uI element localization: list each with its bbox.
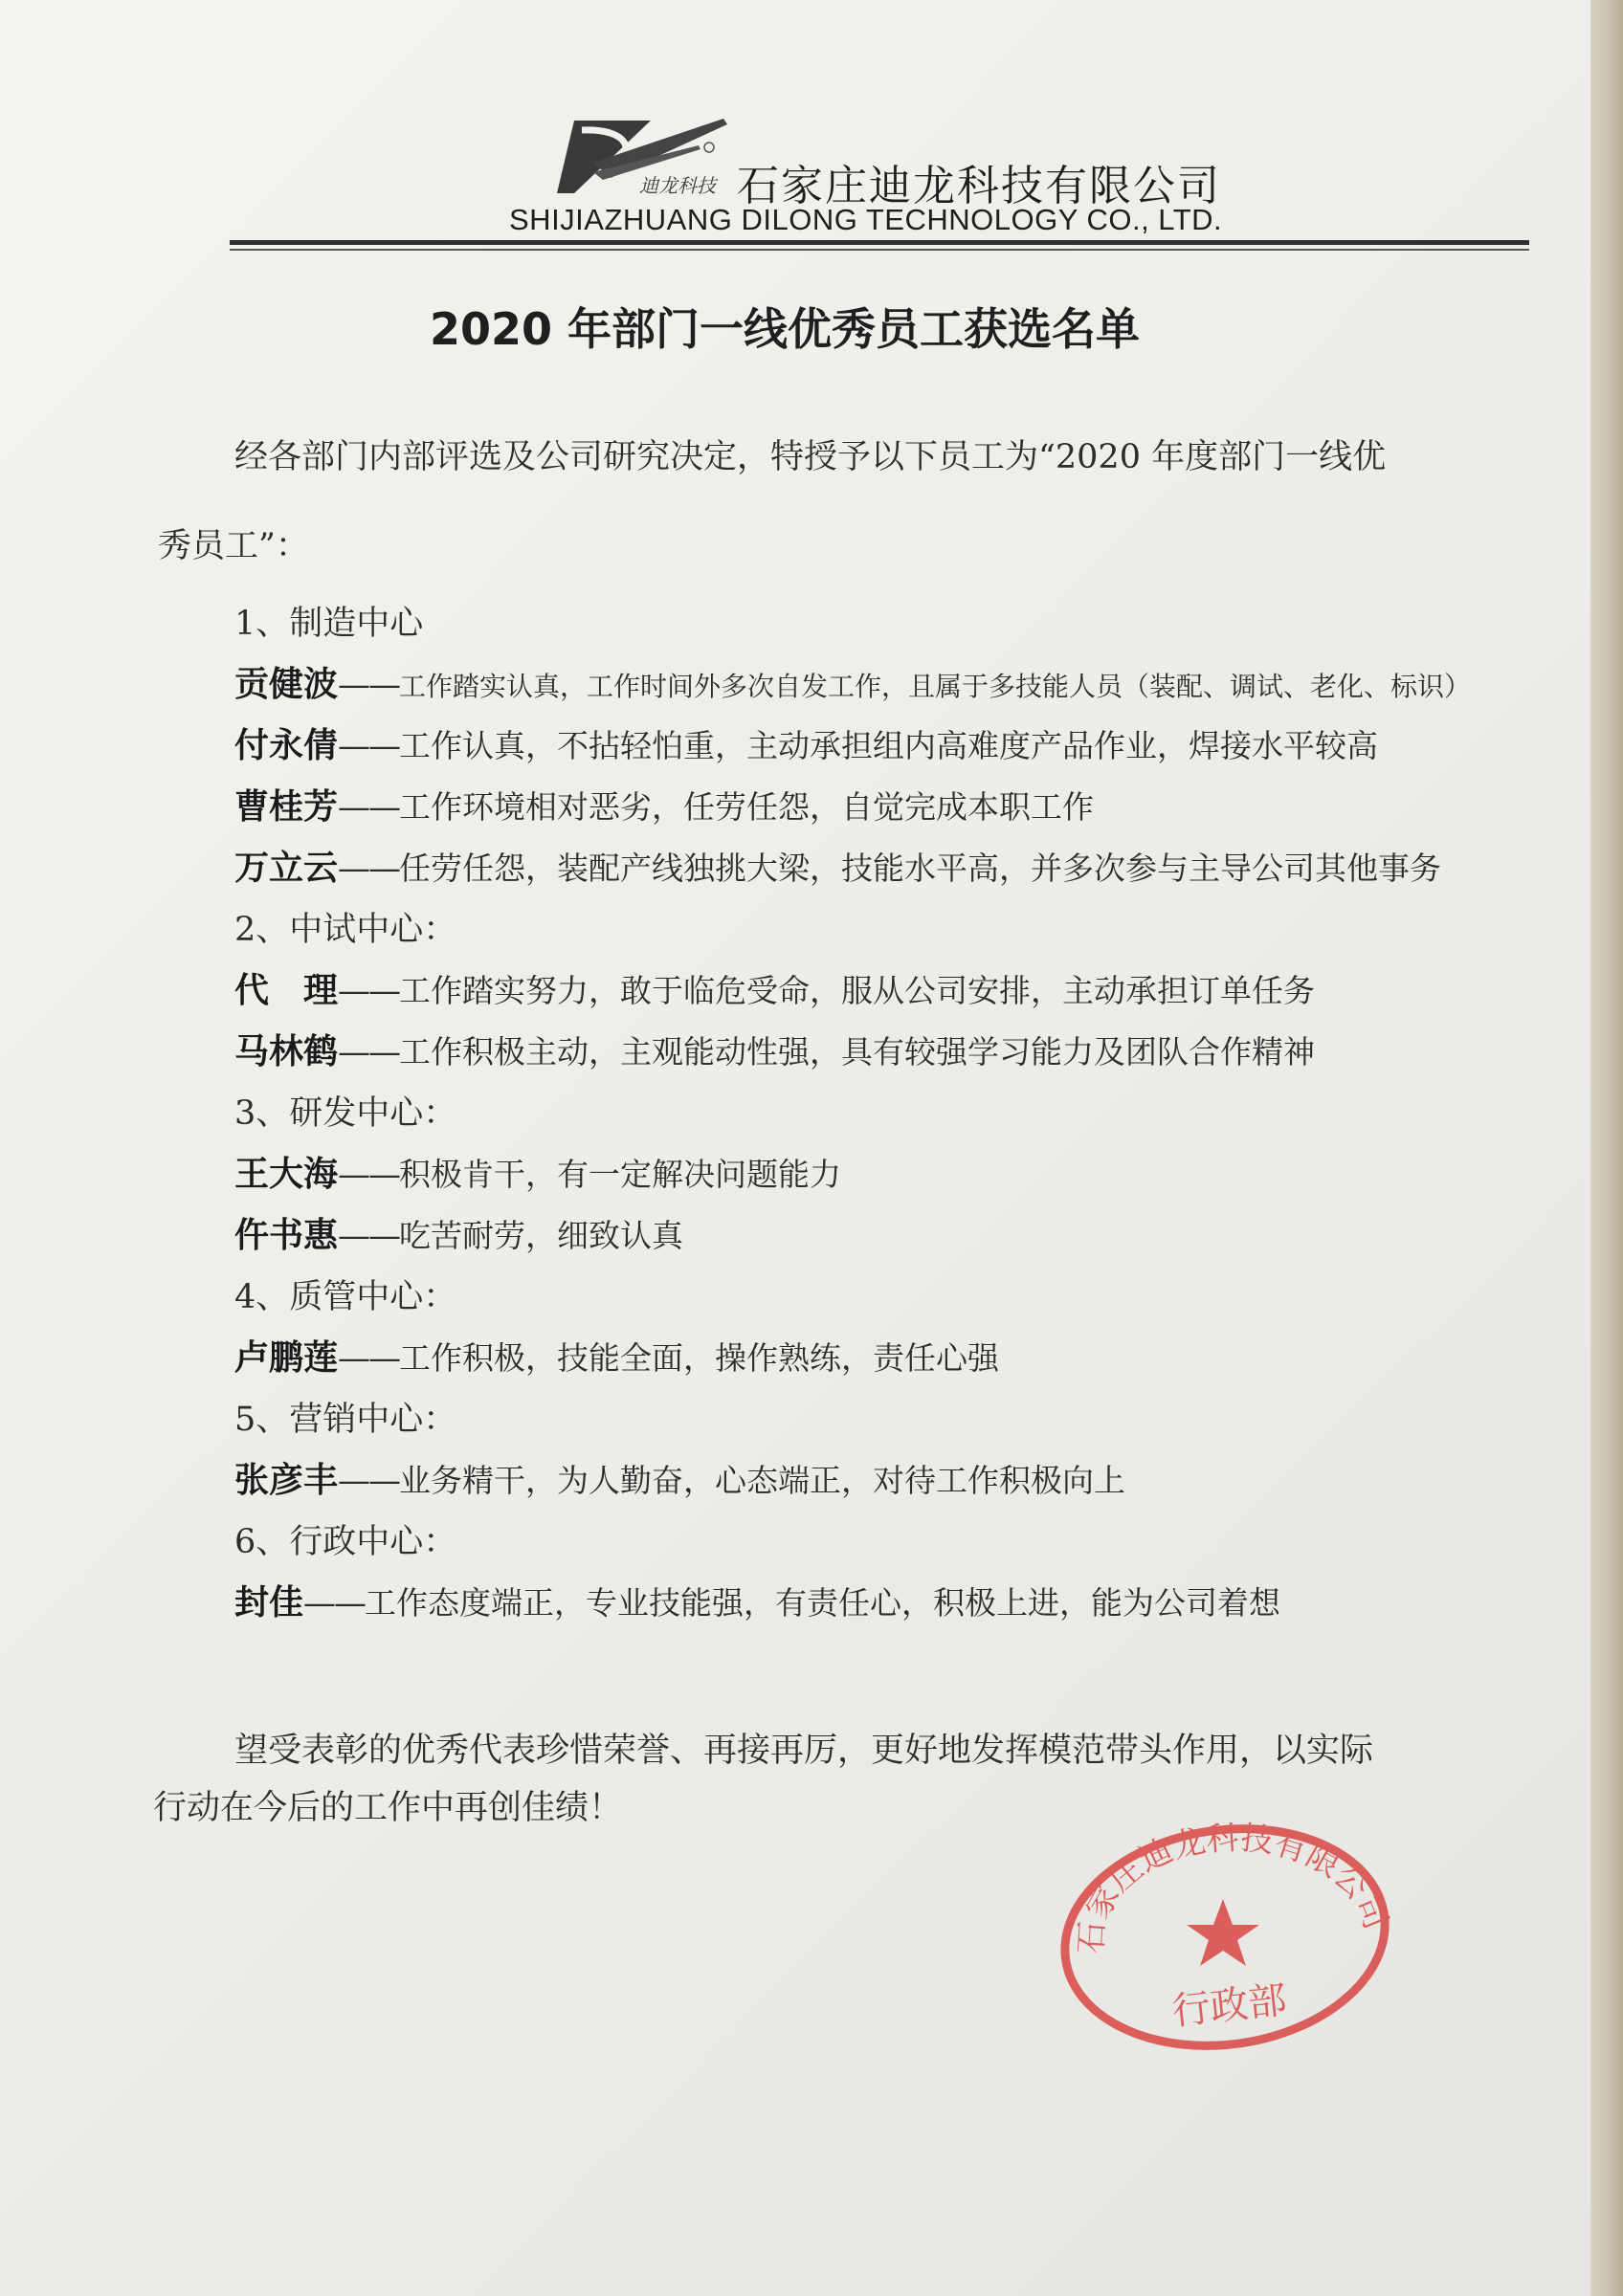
employee-name: 万立云 [234, 849, 339, 888]
em-dash: —— [338, 666, 400, 704]
em-dash: —— [338, 1339, 400, 1378]
employee-entry [234, 654, 1593, 716]
employee-name: 曹桂芳 [234, 787, 339, 827]
employee-name: 马林鹤 [234, 1032, 339, 1071]
em-dash: —— [338, 727, 400, 765]
em-dash: —— [338, 972, 400, 1010]
intro-line-1: 经各部门内部评选及公司研究决定，特授予以下员工为“2020 年度部门一线优 [234, 438, 1387, 476]
seal-outer-text: 石家庄迪龙科技有限公司 [1072, 1819, 1395, 1955]
employee-entry [234, 777, 1593, 838]
employee-name: 王大海 [234, 1155, 339, 1194]
section-heading: 6、行政中心： [234, 1523, 457, 1561]
letterhead-rule-thin [230, 249, 1529, 251]
employee-commendation: 工作踏实认真，工作时间外多次自发工作，且属于多技能人员（装配、调试、老化、标识） [399, 671, 1472, 702]
employee-entry [234, 1573, 1593, 1634]
department-list [234, 593, 1593, 1634]
employee-commendation: 工作积极主动，主观能动性强，具有较强学习能力及团队合作精神 [399, 1033, 1316, 1071]
section-heading: 2、中试中心： [234, 911, 457, 949]
employee-name: 卢鹏莲 [234, 1338, 339, 1378]
em-dash: —— [338, 1033, 400, 1071]
seal-inner-text: 行政部 [1169, 1977, 1289, 2035]
employee-entry [234, 960, 1593, 1022]
employee-commendation: 工作积极，技能全面，操作熟练，责任心强 [399, 1339, 1000, 1377]
employee-name: 仵书惠 [234, 1216, 339, 1255]
em-dash: —— [338, 850, 400, 888]
intro-line-2: 秀员工”： [158, 527, 309, 565]
section-heading: 1、制造中心 [234, 605, 424, 643]
employee-entry [234, 1450, 1593, 1512]
employee-commendation: 吃苦耐劳，细致认真 [399, 1217, 684, 1254]
employee-name: 张彦丰 [234, 1461, 339, 1500]
section-heading: 3、研发中心： [234, 1094, 457, 1133]
seal-star-icon [1187, 1899, 1259, 1966]
logo-small-text: 迪龙科技 [639, 174, 716, 197]
employee-commendation: 业务精干，为人勤奋，心态端正，对待工作积极向上 [399, 1462, 1126, 1499]
em-dash: —— [338, 1462, 400, 1500]
paper-edge [1590, 0, 1623, 2296]
employee-entry [234, 1328, 1593, 1389]
employee-commendation: 任劳任怨，装配产线独挑大梁，技能水平高，并多次参与主导公司其他事务 [399, 850, 1442, 887]
employee-entry [234, 1144, 1593, 1205]
employee-commendation: 工作踏实努力，敢于临危受命，服从公司安排，主动承担订单任务 [399, 972, 1316, 1009]
employee-commendation: 工作态度端正，专业技能强，有责任心，积极上进，能为公司着想 [365, 1584, 1281, 1622]
em-dash: —— [338, 1156, 400, 1194]
official-seal [1053, 1818, 1397, 2057]
em-dash: —— [338, 1217, 400, 1255]
letterhead-rule [230, 240, 1529, 245]
document-title: 2020 年部门一线优秀员工获选名单 [429, 303, 1141, 355]
employee-name: 代 理 [234, 971, 339, 1010]
employee-entry [234, 1022, 1593, 1083]
employee-commendation: 积极肯干，有一定解决问题能力 [399, 1156, 842, 1193]
closing-line-2: 行动在今后的工作中再创佳绩！ [153, 1789, 623, 1827]
section-heading: 5、营销中心： [234, 1401, 457, 1439]
employee-name: 付永倩 [234, 726, 339, 765]
closing-line-1: 望受表彰的优秀代表珍惜荣誉、再接再厉，更好地发挥模范带头作用，以实际 [234, 1732, 1374, 1770]
employee-commendation: 工作认真，不拈轻怕重，主动承担组内高难度产品作业，焊接水平较高 [399, 727, 1379, 764]
section-heading: 4、质管中心： [234, 1278, 457, 1316]
employee-name: 贡健波 [234, 665, 339, 704]
company-name-cn: 石家庄迪龙科技有限公司 [737, 162, 1221, 210]
company-name-en: SHIJIAZHUANG DILONG TECHNOLOGY CO., LTD. [509, 203, 1223, 236]
employee-name: 封佳 [234, 1583, 304, 1623]
employee-entry [234, 716, 1593, 777]
employee-commendation: 工作环境相对恶劣，任劳任怨，自觉完成本职工作 [399, 788, 1095, 826]
em-dash: —— [303, 1584, 366, 1623]
employee-entry [234, 838, 1593, 899]
em-dash: —— [338, 788, 400, 827]
employee-entry [234, 1205, 1593, 1267]
